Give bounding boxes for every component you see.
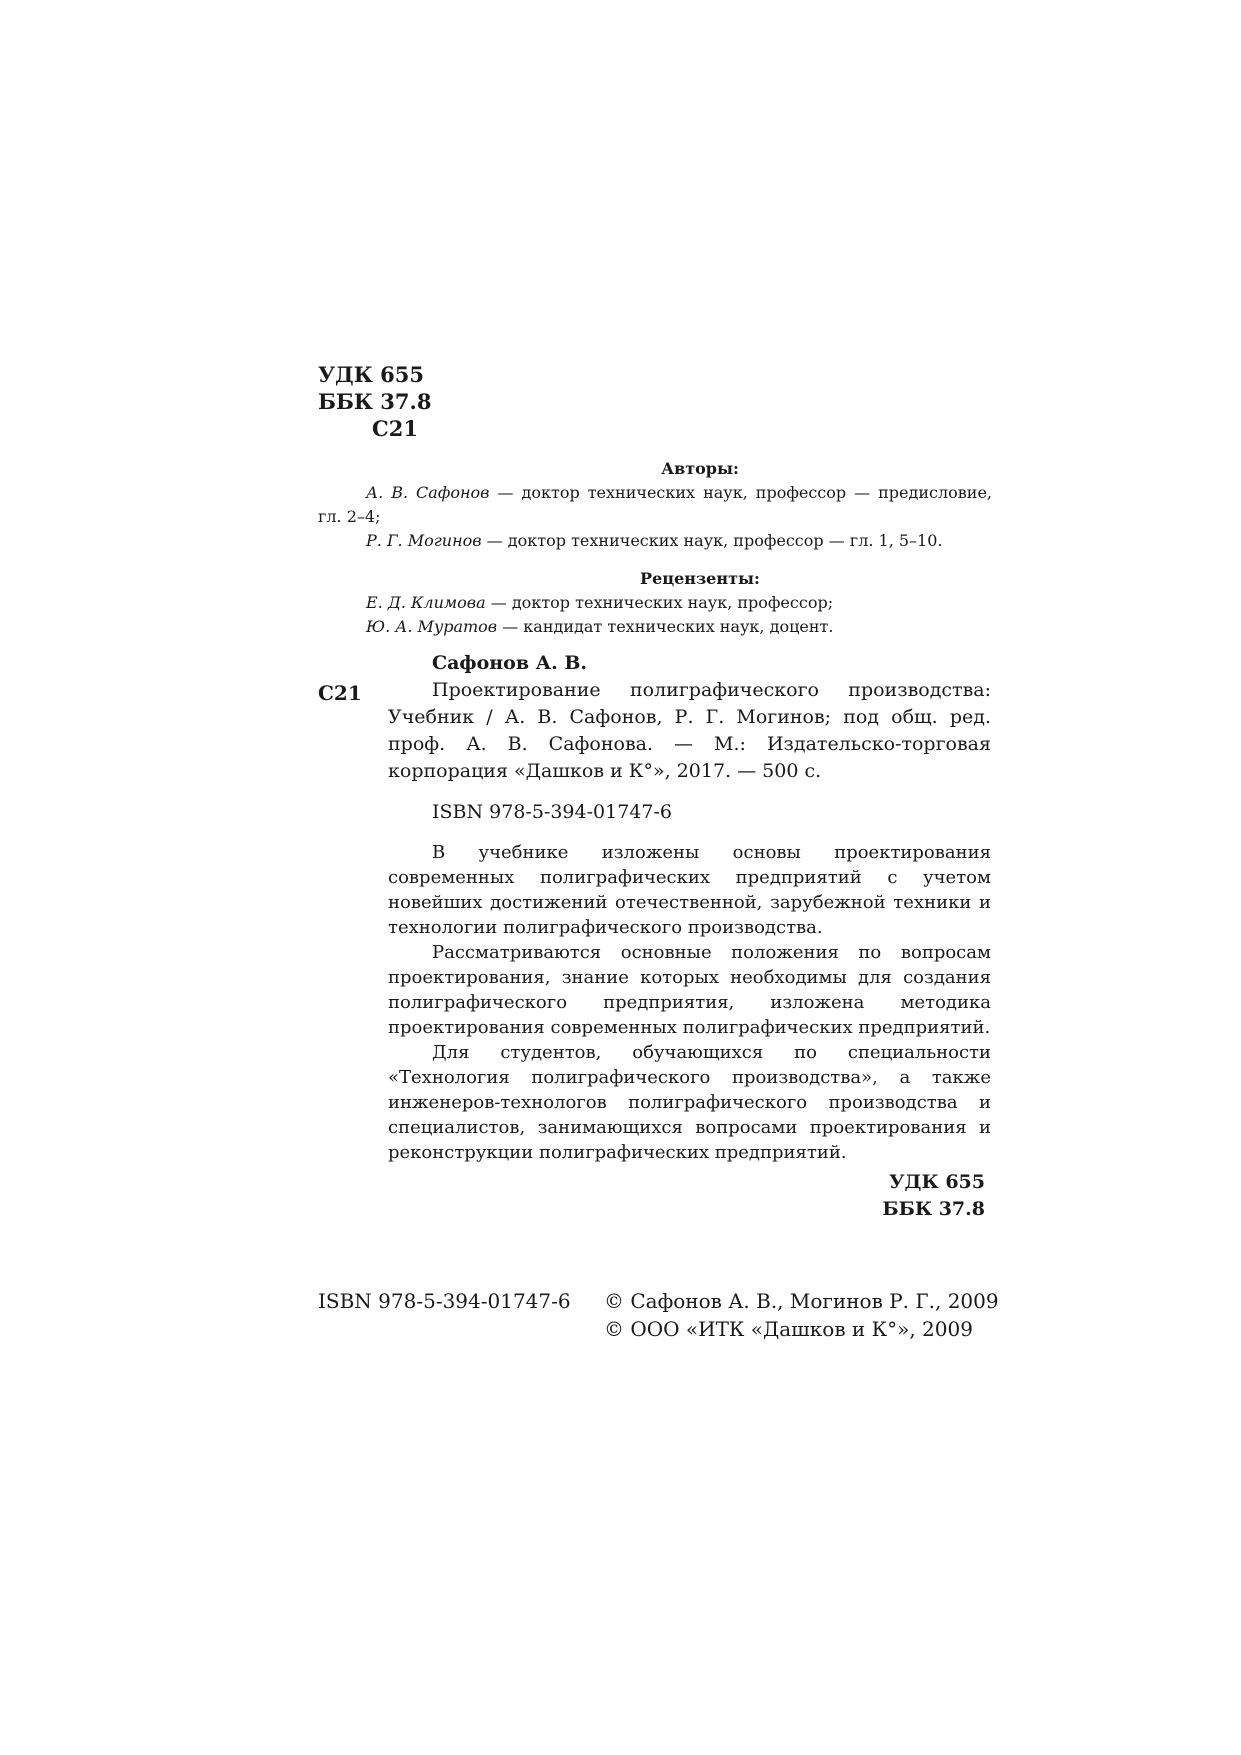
- author-name: А. В. Сафонов: [366, 483, 490, 502]
- card-codes: [388, 1169, 991, 1223]
- reviewer-description: — кандидат технических наук, доцент.: [497, 617, 834, 636]
- catalog-card: [388, 650, 991, 1223]
- bbk-code: ББК 37.8: [318, 389, 432, 414]
- annotation-paragraph: Для студентов, обучающихся по специальности «Технология полиграфического производства», а также инженеров-технологов полиграфического производства и специалистов, занимающихся вопросами проектирования и реконструкции полиграфических предприятий.: [388, 1042, 991, 1163]
- reviewer-entry: [318, 591, 992, 615]
- credits-block: [318, 457, 992, 639]
- reviewer-name: Ю. А. Муратов: [366, 617, 498, 636]
- reviewer-name: Е. Д. Климова: [366, 593, 486, 612]
- author-name: Р. Г. Могинов: [366, 531, 482, 550]
- card-isbn: ISBN 978-5-394-01747-6: [432, 801, 672, 823]
- classification-block: [318, 361, 431, 442]
- reviewer-entry: [318, 615, 992, 639]
- udk-code: УДК 655: [318, 362, 424, 387]
- footer-copyrights: [604, 1287, 999, 1343]
- annotation-paragraph: Рассматриваются основные положения по вопросам проектирования, знание которых необходимы для создания полиграфического предприятия, изложена методика проектирования современных полиграфических предприятий.: [388, 942, 991, 1038]
- reviewer-description: — доктор технических наук, профессор;: [485, 593, 834, 612]
- card-index: С21: [318, 681, 362, 705]
- author-sign: С21: [372, 416, 418, 441]
- card-bbk: ББК 37.8: [882, 1198, 985, 1220]
- authors-heading: Авторы:: [661, 459, 739, 478]
- author-description: — доктор технических наук, профессор — гл. 1, 5–10.: [481, 531, 943, 550]
- annotation-paragraph: В учебнике изложены основы проектирования современных полиграфических предприятий с учетом новейших достижений отечественной, зарубежной техники и технологии полиграфического производства.: [388, 842, 991, 938]
- card-author: Сафонов А. В.: [432, 652, 588, 674]
- card-title: Проектирование полиграфического производства: Учебник / А. В. Сафонов, Р. Г. Могинов; под общ. ред. проф. А. В. Сафонова. — М.: Издательско-торговая корпорация «Дашков и К°», 2017. — 500 с.: [388, 679, 991, 782]
- copyright-line: © Сафонов А. В., Могинов Р. Г., 2009: [604, 1289, 999, 1313]
- copyright-line: © ООО «ИТК «Дашков и К°», 2009: [604, 1317, 973, 1341]
- card-udk: УДК 655: [889, 1171, 985, 1193]
- footer-isbn: [318, 1287, 571, 1315]
- author-entry: [318, 481, 992, 529]
- author-entry: [318, 529, 992, 553]
- reviewers-heading: Рецензенты:: [640, 569, 760, 588]
- author-description: — доктор технических наук, профессор — предисловие, гл. 2–4;: [318, 483, 992, 526]
- footer-isbn-text: ISBN 978-5-394-01747-6: [318, 1289, 571, 1313]
- annotation: [388, 840, 991, 1165]
